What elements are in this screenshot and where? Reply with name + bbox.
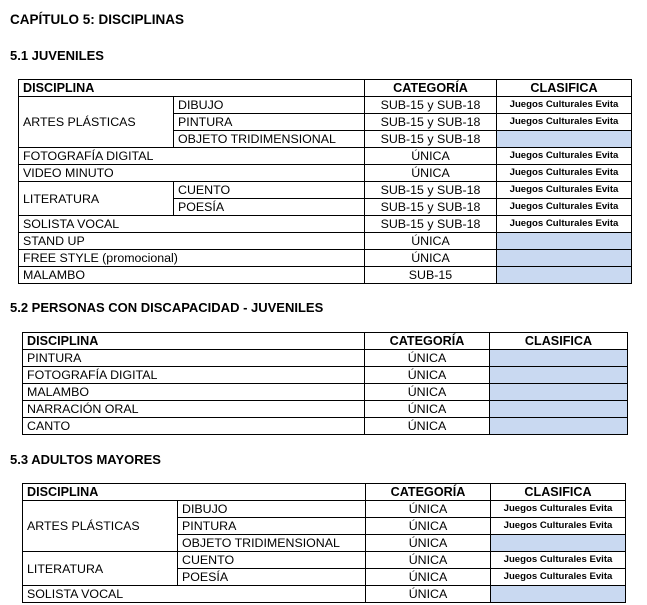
table-row xyxy=(19,233,632,250)
category-cell: ÚNICA xyxy=(365,165,497,182)
discipline-cell: VIDEO MINUTO xyxy=(19,165,365,182)
qualifies-cell: Juegos Culturales Evita xyxy=(497,165,632,182)
category-cell: ÚNICA xyxy=(366,518,491,535)
category-cell: ÚNICA xyxy=(366,501,491,518)
discipline-cell: FOTOGRAFÍA DIGITAL xyxy=(23,367,365,384)
category-cell: ÚNICA xyxy=(365,367,490,384)
category-cell: SUB-15 y SUB-18 xyxy=(365,114,497,131)
subdiscipline-cell: PINTURA xyxy=(178,518,366,535)
table-row xyxy=(23,552,626,569)
qualifies-cell: Juegos Culturales Evita xyxy=(491,552,626,569)
qualifies-cell xyxy=(491,535,626,552)
qualifies-cell xyxy=(490,384,628,401)
discipline-cell: CANTO xyxy=(23,418,365,435)
discipline-group-cell: ARTES PLÁSTICAS xyxy=(23,501,178,552)
section-title: 5.1 JUVENILES xyxy=(10,48,104,63)
category-cell: ÚNICA xyxy=(365,350,490,367)
qualifies-cell: Juegos Culturales Evita xyxy=(497,182,632,199)
subdiscipline-cell: OBJETO TRIDIMENSIONAL xyxy=(178,535,366,552)
table-header-row xyxy=(19,80,632,97)
table-row xyxy=(19,148,632,165)
discipline-group-cell: LITERATURA xyxy=(23,552,178,586)
subdiscipline-cell: POESÍA xyxy=(178,569,366,586)
qualifies-cell: Juegos Culturales Evita xyxy=(497,216,632,233)
discipline-cell: STAND UP xyxy=(19,233,365,250)
header-clasifica: CLASIFICA xyxy=(491,484,626,501)
table-row xyxy=(19,267,632,284)
subdiscipline-cell: DIBUJO xyxy=(174,97,365,114)
category-cell: SUB-15 y SUB-18 xyxy=(365,97,497,114)
qualifies-cell xyxy=(497,267,632,284)
table-row xyxy=(23,418,628,435)
qualifies-cell: Juegos Culturales Evita xyxy=(497,199,632,216)
qualifies-cell: Juegos Culturales Evita xyxy=(497,148,632,165)
table-row xyxy=(19,182,632,199)
qualifies-cell xyxy=(490,350,628,367)
table-row xyxy=(23,586,626,603)
subdiscipline-cell: CUENTO xyxy=(174,182,365,199)
category-cell: SUB-15 y SUB-18 xyxy=(365,216,497,233)
subdiscipline-cell: OBJETO TRIDIMENSIONAL xyxy=(174,131,365,148)
header-categoria: CATEGORÍA xyxy=(366,484,491,501)
section-title: 5.2 PERSONAS CON DISCAPACIDAD - JUVENILES xyxy=(10,300,324,315)
chapter-title: CAPÍTULO 5: DISCIPLINAS xyxy=(10,12,185,27)
table-row xyxy=(23,401,628,418)
category-cell: SUB-15 xyxy=(365,267,497,284)
qualifies-cell xyxy=(497,250,632,267)
table-header-row xyxy=(23,333,628,350)
qualifies-cell xyxy=(490,418,628,435)
table-row xyxy=(19,250,632,267)
qualifies-cell: Juegos Culturales Evita xyxy=(491,518,626,535)
subdiscipline-cell: DIBUJO xyxy=(178,501,366,518)
header-categoria: CATEGORÍA xyxy=(365,80,497,97)
table-row xyxy=(23,501,626,518)
qualifies-cell: Juegos Culturales Evita xyxy=(491,569,626,586)
table-row xyxy=(23,384,628,401)
category-cell: ÚNICA xyxy=(365,384,490,401)
discipline-cell: PINTURA xyxy=(23,350,365,367)
qualifies-cell xyxy=(490,401,628,418)
discipline-cell: MALAMBO xyxy=(23,384,365,401)
category-cell: ÚNICA xyxy=(366,569,491,586)
table-row xyxy=(23,350,628,367)
category-cell: ÚNICA xyxy=(365,250,497,267)
qualifies-cell xyxy=(490,367,628,384)
discipline-cell: SOLISTA VOCAL xyxy=(19,216,365,233)
header-disciplina: DISCIPLINA xyxy=(23,333,365,350)
table-header-row xyxy=(23,484,626,501)
discipline-group-cell: LITERATURA xyxy=(19,182,174,216)
category-cell: ÚNICA xyxy=(366,586,491,603)
discipline-cell: NARRACIÓN ORAL xyxy=(23,401,365,418)
qualifies-cell: Juegos Culturales Evita xyxy=(491,501,626,518)
header-clasifica: CLASIFICA xyxy=(497,80,632,97)
discipline-cell: MALAMBO xyxy=(19,267,365,284)
discipline-cell: SOLISTA VOCAL xyxy=(23,586,366,603)
table-row xyxy=(19,97,632,114)
table-row xyxy=(19,216,632,233)
discipline-cell: FREE STYLE (promocional) xyxy=(19,250,365,267)
adultos-mayores-table xyxy=(22,483,626,603)
header-clasifica: CLASIFICA xyxy=(490,333,628,350)
category-cell: SUB-15 y SUB-18 xyxy=(365,199,497,216)
qualifies-cell xyxy=(497,131,632,148)
category-cell: ÚNICA xyxy=(365,233,497,250)
subdiscipline-cell: POESÍA xyxy=(174,199,365,216)
juveniles-table xyxy=(18,79,632,284)
header-disciplina: DISCIPLINA xyxy=(19,80,365,97)
subdiscipline-cell: CUENTO xyxy=(178,552,366,569)
header-disciplina: DISCIPLINA xyxy=(23,484,366,501)
qualifies-cell: Juegos Culturales Evita xyxy=(497,114,632,131)
category-cell: ÚNICA xyxy=(366,552,491,569)
category-cell: ÚNICA xyxy=(365,148,497,165)
discipline-group-cell: ARTES PLÁSTICAS xyxy=(19,97,174,148)
header-categoria: CATEGORÍA xyxy=(365,333,490,350)
discapacidad-table xyxy=(22,332,628,435)
section-title: 5.3 ADULTOS MAYORES xyxy=(10,452,161,467)
discipline-cell: FOTOGRAFÍA DIGITAL xyxy=(19,148,365,165)
table-row xyxy=(23,367,628,384)
category-cell: SUB-15 y SUB-18 xyxy=(365,182,497,199)
qualifies-cell xyxy=(497,233,632,250)
subdiscipline-cell: PINTURA xyxy=(174,114,365,131)
category-cell: ÚNICA xyxy=(365,401,490,418)
category-cell: SUB-15 y SUB-18 xyxy=(365,131,497,148)
qualifies-cell xyxy=(491,586,626,603)
category-cell: ÚNICA xyxy=(366,535,491,552)
table-row xyxy=(19,165,632,182)
qualifies-cell: Juegos Culturales Evita xyxy=(497,97,632,114)
category-cell: ÚNICA xyxy=(365,418,490,435)
